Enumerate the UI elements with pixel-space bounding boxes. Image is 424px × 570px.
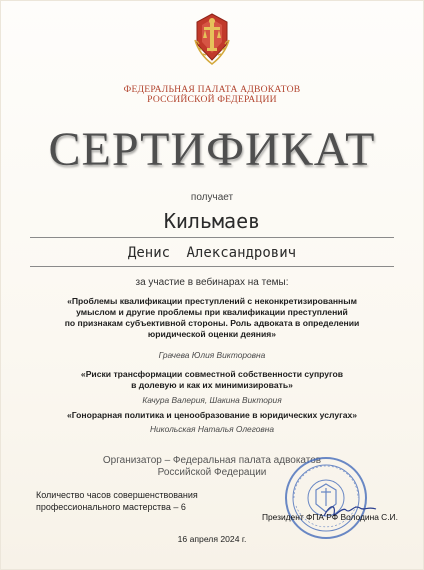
hours-line: Количество часов совершенствования	[36, 490, 198, 500]
webinars-intro: за участие в вебинарах на темы:	[135, 277, 289, 288]
fpa-emblem-icon	[193, 10, 231, 70]
webinar-topic	[40, 296, 384, 340]
webinar-topic	[40, 369, 384, 391]
hours-line: профессионального мастерства – 6	[36, 502, 186, 512]
organizer-line: Российской Федерации	[157, 467, 267, 478]
webinar-speaker: Грачева Юлия Викторовна	[158, 350, 266, 360]
org-title-line2: РОССИЙСКОЙ ФЕДЕРАЦИИ	[147, 94, 277, 105]
receives-label: получает	[190, 192, 234, 203]
webinar-topic-line: умыслом и другие проблемы при квалификации преступлений	[76, 307, 348, 317]
webinar-topic-line: в долевую и как их минимизировать»	[131, 380, 293, 390]
given-names-underline	[30, 266, 394, 267]
signatory: Президент ФПА РФ Володина С.И.	[262, 512, 398, 522]
webinar-speaker: Качура Валерия, Шакина Виктория	[142, 395, 282, 405]
webinar-topic-line: «Проблемы квалификации преступлений с неконкретизированным	[67, 296, 357, 306]
webinar-topic	[40, 410, 384, 421]
name-underline	[30, 237, 394, 238]
recipient-given-names: Денис Александрович	[127, 245, 297, 261]
org-title-line1: ФЕДЕРАЛЬНАЯ ПАЛАТА АДВОКАТОВ	[123, 84, 301, 95]
hours-note	[36, 489, 236, 513]
webinar-topic-line: «Гонорарная политика и ценообразование в юридических услугах»	[66, 410, 358, 420]
certificate-title: СЕРТИФИКАТ	[48, 123, 376, 176]
webinar-topic-line: юридической оценки деяния»	[147, 329, 277, 339]
issue-date: 16 апреля 2024 г.	[177, 534, 247, 544]
webinar-topic-line: по признакам субъективной стороны. Роль адвоката в определении	[64, 318, 360, 328]
webinar-topic-line: «Риски трансформации совместной собственности супругов	[80, 369, 344, 379]
seal-stamp-icon	[284, 456, 368, 540]
webinar-speaker: Никольская Наталья Олеговна	[149, 424, 275, 434]
recipient-surname: Кильмаев	[163, 209, 261, 233]
organizer-line: Организатор – Федеральная палата адвокатов	[102, 455, 322, 466]
